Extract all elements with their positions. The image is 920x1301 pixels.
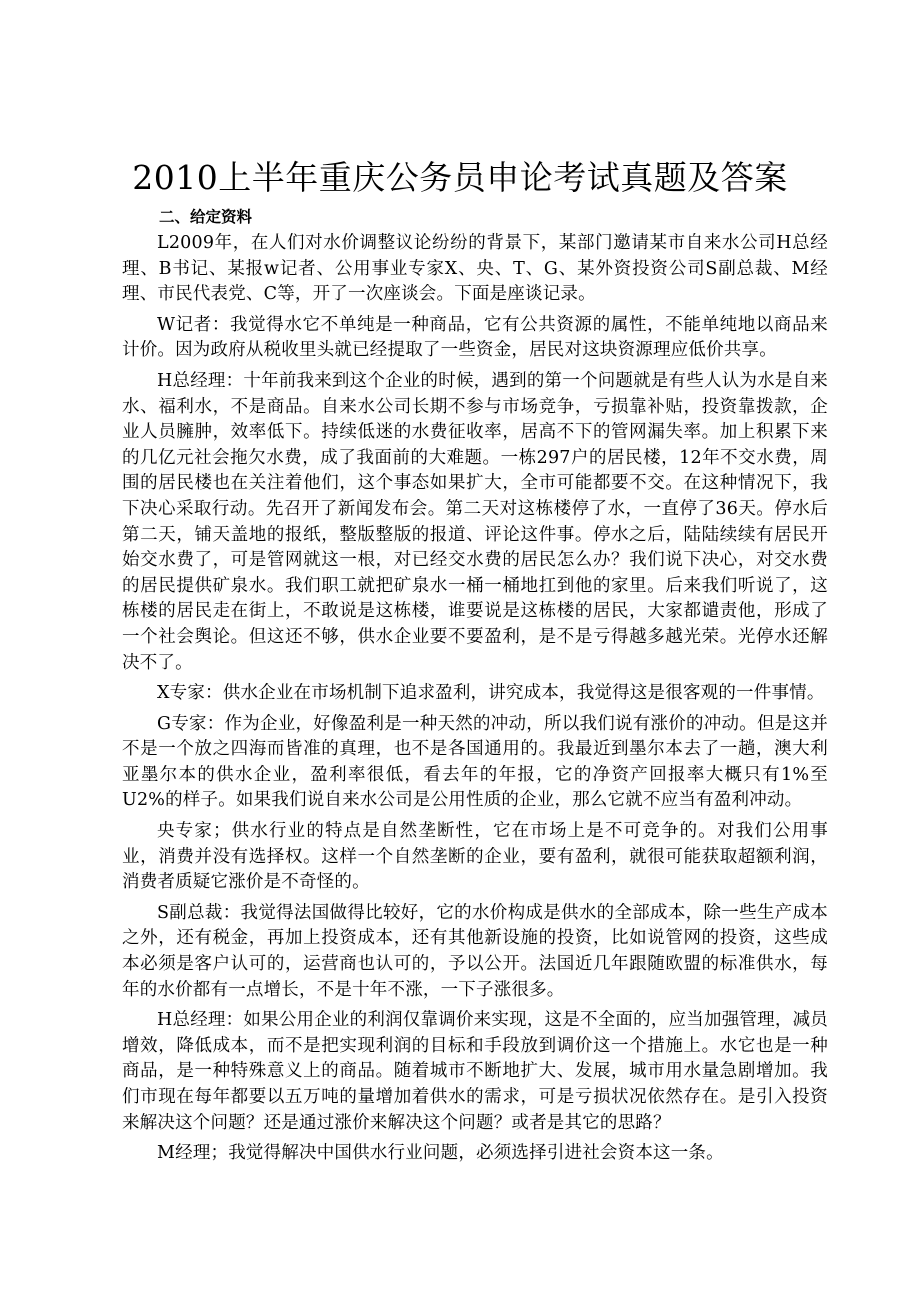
paragraph-m-manager: M经理；我觉得解决中国供水行业问题，必须选择引进社会资本这一条。: [157, 1143, 724, 1164]
paragraph-h-manager: H总经理：十年前我来到这个企业的时候，遇到的第一个问题就是有些人认为水是自来水、福利水，不是商品。自来水公司长期不参与市场竞争，亏损靠补贴，投资靠拨款，企业人员臃肿，效率低下。持续低迷的水费征收率，居高不下的管网漏失率。加上积累下来的几亿元社会拖欠水费，成了我面前的大难题。一栋297户的居民楼，12年不交水费，周围的居民楼也在关注着他们，这个事态如果扩大，全市可能都要不交。在这种情况下，我下决心采取行动。先召开了新闻发布会。第二天对这栋楼停了水，一直停了36天。停水后第二天，铺天盖地的报纸，整版整版的报道、评论这件事。停水之后，陆陆续续有居民开始交水费了，可是管网就这一根，对已经交水费的居民怎么办？我们说下决心，对交水费的居民提供矿泉水。我们职工就把矿泉水一桶一桶地扛到他的家里。后来我们听说了，这栋楼的居民走在街上，不敢说是这栋楼，谁要说是这栋楼的居民，大家都谴责他，形成了一个社会舆论。但这还不够，供水企业要不要盈利，是不是亏得越多越光荣。光停水还解决不了。: [122, 370, 828, 673]
paragraph-background: L2009年，在人们对水价调整议论纷纷的背景下，某部门邀请某市自来水公司H总经理、B书记、某报w记者、公用事业专家X、央、T、G、某外资投资公司S副总裁、M经理、市民代表党、C等，开了一次座谈会。下面是座谈记录。: [122, 233, 828, 305]
paragraph-w-reporter: W记者：我觉得水它不单纯是一种商品，它有公共资源的属性，不能单纯地以商品来计价。因为政府从税收里头就已经提取了一些资金，居民对这块资源理应低价共享。: [122, 314, 828, 361]
section-heading: 二、给定资料: [159, 208, 253, 226]
document-body: [122, 231, 828, 1172]
paragraph-x-expert: X专家：供水企业在市场机制下追求盈利，讲究成本，我觉得这是很客观的一件事情。: [157, 683, 825, 704]
paragraph-yang-expert: 央专家；供水行业的特点是自然垄断性，它在市场上是不可竞争的。对我们公用事业，消费并没有选择权。这样一个自然垄断的企业，要有盈利，就很可能获取超额利润，消费者质疑它涨价是不奇怪的。: [122, 821, 828, 893]
paragraph-s-vice-president: S副总裁：我觉得法国做得比较好，它的水价构成是供水的全部成本，除一些生产成本之外，还有税金，再加上投资成本，还有其他新设施的投资，比如说管网的投资，这些成本必须是客户认可的，运营商也认可的，予以公开。法国近几年跟随欧盟的标准供水，每年的水价都有一点增长，不是十年不涨，一下子涨很多。: [122, 902, 828, 1000]
paragraph-h-manager-2: H总经理：如果公用企业的利润仅靠调价来实现，这是不全面的，应当加强管理，减员增效，降低成本，而不是把实现利润的目标和手段放到调价这一个措施上。水它也是一种商品，是一种特殊意义上的商品。随着城市不断地扩大、发展，城市用水量急剧增加。我们市现在每年都要以五万吨的量增加着供水的需求，可是亏损状况依然存在。是引入投资来解决这个问题？还是通过涨价来解决这个问题？或者是其它的思路？: [122, 1010, 828, 1133]
paragraph-g-expert: G专家：作为企业，好像盈利是一种天然的冲动，所以我们说有涨价的冲动。但是这并不是一个放之四海而皆准的真理，也不是各国通用的。我最近到墨尔本去了一趟，澳大利亚墨尔本的供水企业，盈利率很低，看去年的年报，它的净资产回报率大概只有1%至U2%的样子。如果我们说自来水公司是公用性质的企业，那么它就不应当有盈利冲动。: [122, 713, 828, 811]
document-title: 2010上半年重庆公务员申论考试真题及答案: [132, 158, 788, 197]
